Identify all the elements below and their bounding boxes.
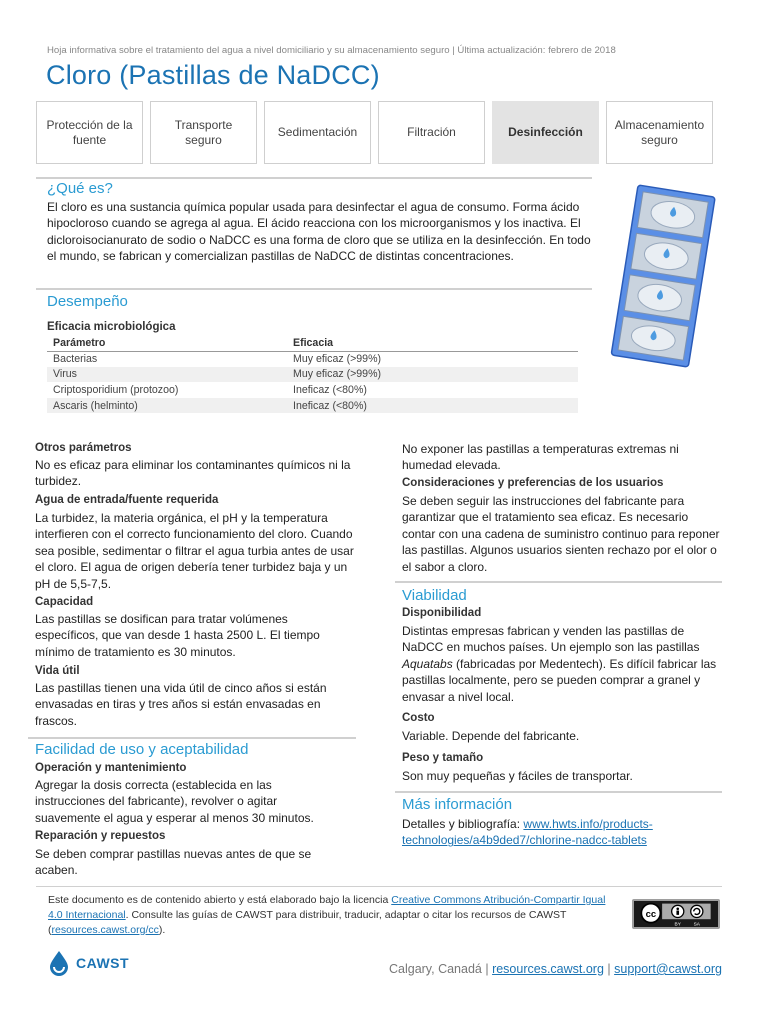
- agua-entrada-text: La turbidez, la materia orgánica, el pH y la temperatura interfieren con el correcto funcionamiento del cloro. Cuando sea posible, sedimentar o filtrar el agua turbia antes de usar el cloro. El agua de origen debería tener turbidez baja y un pH de 5,5-7,5.: [35, 511, 354, 591]
- support-email-link[interactable]: support@cawst.org: [614, 962, 722, 976]
- mas-informacion-text: [402, 816, 722, 849]
- city-text: Calgary, Canadá |: [388, 962, 493, 976]
- subheading-eficacia: Eficacia microbiológica: [47, 321, 176, 333]
- costo-text: Variable. Depende del fabricante.: [402, 729, 580, 743]
- step-proteccion: Protección de la fuente: [36, 101, 143, 164]
- table-row: [47, 351, 578, 367]
- cc-by-sa-badge: [632, 899, 720, 929]
- sa-icon: [691, 905, 703, 917]
- by-label: BY: [674, 922, 681, 928]
- subheading-operacion: Operación y mantenimiento: [35, 762, 187, 774]
- license-text-part: Este documento es de contenido abierto y está elaborado bajo la licencia: [48, 894, 392, 906]
- subheading-capacidad: Capacidad: [35, 596, 94, 608]
- table-cell: Bacterias: [53, 353, 98, 366]
- subheading-vida-util: Vida útil: [35, 665, 80, 677]
- page-title: Cloro (Pastillas de NaDCC): [46, 60, 380, 90]
- que-es-text: El cloro es una sustancia química popular usada para desinfectar el agua de consumo. Forma ácido hipocloroso cuando se agrega al agua. El ácido reacciona con los microorganismos y los inactiva. El dicloroisocianurato de sodio o NaDCC es una forma de cloro que se utiliza en la desinfección. En todo el mundo, se fabrican y comercializan pastillas de NaDCC de distintas concentraciones.: [47, 200, 591, 264]
- section-heading-facilidad: Facilidad de uso y aceptabilidad: [35, 741, 249, 758]
- sa-label: SA: [693, 922, 700, 928]
- aquatabs-brand: Aquatabs: [402, 656, 453, 671]
- license-text: [48, 893, 618, 938]
- section-rule: [36, 177, 592, 179]
- subheading-agua-entrada: Agua de entrada/fuente requerida: [35, 494, 219, 506]
- license-text-part: . Consulte las guías de CAWST para distribuir, traducir, adaptar o citar los recursos de CAWST (: [48, 909, 567, 936]
- bibliografia-label: Detalles y bibliografía:: [402, 817, 524, 831]
- subheading-reparacion: Reparación y repuestos: [35, 830, 166, 842]
- consideraciones-text: Se deben seguir las instrucciones del fabricante para garantizar que el tratamiento sea eficaz. Es necesario contar con una cadena de suministro continuo para reponer las pastillas. Algunos usuarios sienten rechazo por el olor o el sabor a cloro.: [402, 494, 720, 574]
- step-sedimentacion: Sedimentación: [264, 101, 371, 164]
- cawst-logo: [48, 950, 129, 976]
- step-desinfeccion: Desinfección: [492, 101, 599, 164]
- peso-tamano-text: Son muy pequeñas y fáciles de transportar.: [402, 769, 633, 783]
- section-heading-desempeno: Desempeño: [47, 293, 128, 310]
- section-heading-viabilidad: Viabilidad: [402, 587, 467, 604]
- table-cell: Muy eficaz (>99%): [287, 367, 578, 383]
- svg-text:cc: cc: [645, 909, 657, 921]
- section-rule: [395, 581, 722, 583]
- reparacion-text: Se deben comprar pastillas nuevas antes de que se acaben.: [35, 847, 312, 878]
- table-cell: Ascaris (helminto): [47, 398, 287, 414]
- operacion-text: Agregar la dosis correcta (establecida en las instrucciones del fabricante), revolver o agitar suavemente el agua y esperar al menos 30 minutos.: [35, 778, 314, 825]
- vida-util-text: Las pastillas tienen una vida útil de cinco años si están envasadas en tiras y tres años si están envasadas en frascos.: [35, 681, 327, 728]
- section-rule: [36, 288, 592, 290]
- table-row: [47, 382, 578, 398]
- disponibilidad-text-part: (fabricadas por Medentech). Es difícil fabricar las pastillas localmente, pero se pueden comprar a granel y envasar a nivel local.: [402, 656, 717, 704]
- cc-license-link[interactable]: Creative Commons Atribución-Compartir Igual 4.0 Internacional: [48, 894, 606, 921]
- disponibilidad-text-part: Distintas empresas fabrican y venden las pastillas de NaDCC en muchos países. Un ejemplo son las pastillas: [402, 624, 700, 655]
- nadcc-tablet-strip-image: [596, 184, 730, 370]
- table-cell: Ineficaz (<80%): [287, 398, 578, 414]
- document-subtitle: Hoja informativa sobre el tratamiento del agua a nivel domiciliario y su almacenamiento seguro | Última actualización: febrero de 2018: [47, 45, 616, 56]
- table-header: Eficacia: [287, 336, 578, 351]
- table-header: Parámetro: [47, 336, 287, 351]
- subheading-costo: Costo: [402, 712, 435, 724]
- water-drop-icon: [48, 950, 70, 976]
- cawst-cc-link[interactable]: resources.cawst.org/cc: [51, 924, 159, 936]
- subheading-disponibilidad: Disponibilidad: [402, 607, 482, 619]
- footer-rule: [36, 886, 722, 887]
- step-filtracion: Filtración: [378, 101, 485, 164]
- table-cell: Muy eficaz (>99%): [293, 353, 382, 366]
- exposicion-text: No exponer las pastillas a temperaturas extremas ni humedad elevada.: [402, 442, 679, 473]
- otros-parametros-text: No es eficaz para eliminar los contaminantes químicos ni la turbidez.: [35, 458, 351, 489]
- resources-link[interactable]: resources.cawst.org: [492, 962, 604, 976]
- capacidad-text: Las pastillas se dosifican para tratar volúmenes específicos, que van desde 1 hasta 2500 L. El tiempo mínimo de tratamiento es 30 minutos.: [35, 612, 320, 659]
- section-rule: [28, 737, 356, 739]
- section-rule: [395, 791, 722, 793]
- table-cell: Virus: [47, 367, 287, 383]
- step-almacenamiento: Almacenamiento seguro: [606, 101, 713, 164]
- section-heading-que-es: ¿Qué es?: [47, 180, 113, 197]
- hwts-link[interactable]: www.hwts.info/products-technologies/a4b9ded7/chlorine-nadcc-tablets: [402, 817, 653, 848]
- subheading-consideraciones: Consideraciones y preferencias de los usuarios: [402, 477, 664, 489]
- treatment-steps-bar: [36, 101, 713, 164]
- section-heading-mas-informacion: Más información: [402, 796, 513, 813]
- table-row: [47, 367, 578, 383]
- disponibilidad-text: [402, 623, 720, 705]
- table-cell: Criptosporidium (protozoo): [53, 383, 179, 396]
- step-transporte: Transporte seguro: [150, 101, 257, 164]
- license-text-part: ).: [158, 924, 166, 936]
- subheading-otros-parametros: Otros parámetros: [35, 442, 132, 454]
- efficacy-table: [47, 336, 578, 413]
- table-row: [47, 398, 578, 414]
- subheading-peso-tamano: Peso y tamaño: [402, 752, 484, 764]
- separator: |: [603, 962, 615, 976]
- table-cell: Ineficaz (<80%): [293, 383, 367, 396]
- contact-line: [389, 962, 722, 976]
- brand-name: CAWST: [76, 955, 130, 971]
